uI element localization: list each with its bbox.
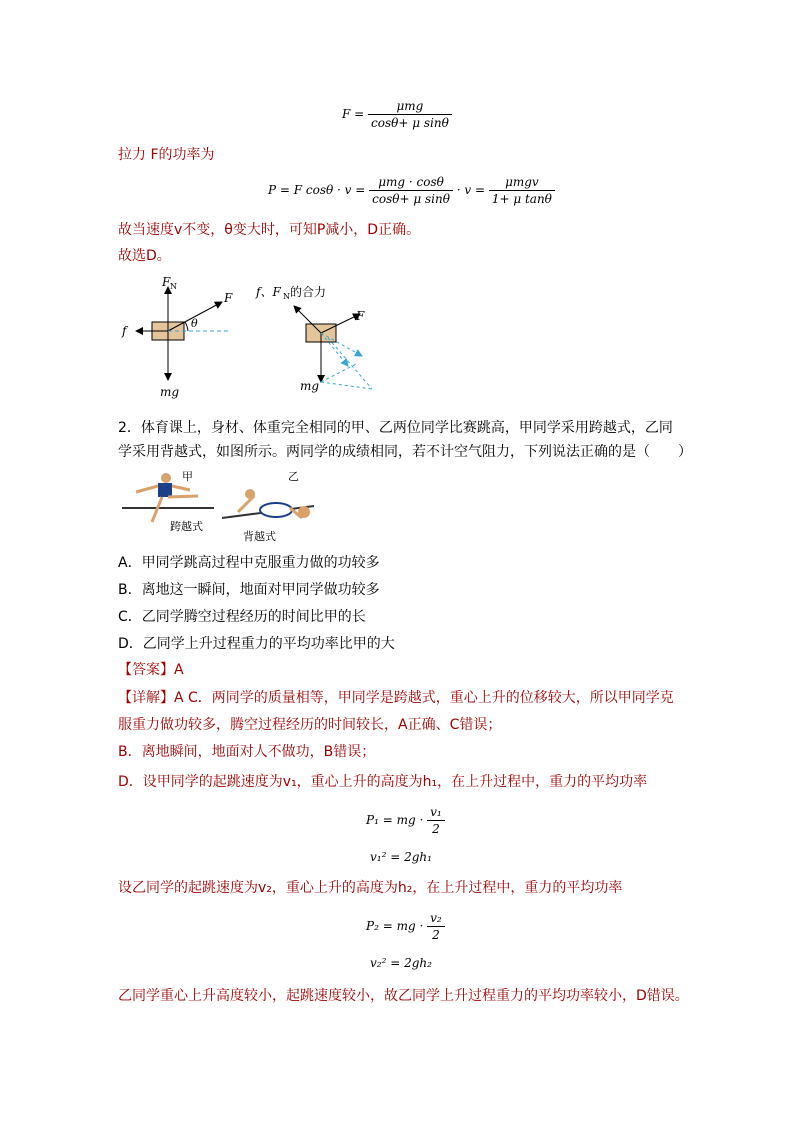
denominator: 1+ μ tanθ (491, 192, 552, 206)
fraction (369, 174, 453, 207)
numerator: v₁ (427, 804, 445, 821)
denominator: cosθ+ μ sinθ (372, 192, 450, 206)
caption-b: 背越式 (243, 530, 276, 543)
eq-lhs: F = (342, 107, 365, 121)
eq-lhs: P = F cosθ · v = (268, 183, 366, 197)
denominator: cosθ+ μ sinθ (371, 116, 449, 130)
f-label: F (356, 309, 365, 323)
caption-a: 跨越式 (170, 520, 203, 533)
mg-label: mg (300, 379, 320, 393)
question-line-2: 学采用背越式，如图所示。两同学的成绩相同，若不计空气阻力，下列说法正确的是（ ） (118, 444, 692, 460)
fn-label: F (162, 275, 171, 289)
question-line-1: 2．体育课上，身材、体重完全相同的甲、乙两位同学比赛跳高，甲同学采用跨越式，乙同 (118, 420, 673, 436)
choose-text: 故选D。 (118, 248, 171, 264)
numerator: v₂ (427, 910, 445, 927)
force-diagram-2 (252, 278, 392, 398)
equation-v1: v₁² = 2gh₁ (370, 850, 432, 864)
force-diagram-1 (118, 272, 248, 402)
equation-P (268, 174, 555, 207)
numerator: μmg · cosθ (369, 174, 453, 191)
conclusion-text: 故当速度v不变，θ变大时，可知P减小，D正确。 (118, 222, 421, 238)
fraction (427, 804, 445, 837)
option-d: D．乙同学上升过程重力的平均功率比甲的大 (118, 636, 395, 652)
fn-sub: N (170, 282, 177, 291)
equation-F (342, 98, 452, 131)
label-b: 乙 (288, 470, 299, 483)
detail-line-2: 服重力做功较多，腾空过程经历的时间较长，A正确、C错误； (118, 717, 502, 733)
detail-line-5: 设乙同学的起跳速度为v₂，重心上升的高度为h₂，在上升过程中，重力的平均功率 (118, 880, 623, 896)
denominator: 2 (432, 822, 440, 836)
resultant-title-sub: N (283, 292, 290, 301)
high-jump-figure (118, 466, 318, 550)
power-intro-text: 拉力 F的功率为 (118, 147, 215, 163)
option-c: C．乙同学腾空过程经历的时间比甲的长 (118, 609, 366, 625)
detail-line-1: 【详解】A C．两同学的质量相等，甲同学是跨越式，重心上升的位移较大，所以甲同学克 (118, 690, 674, 706)
option-a: A．甲同学跳高过程中克服重力做的功较多 (118, 555, 380, 571)
detail-line-6: 乙同学重心上升高度较小，起跳速度较小，故乙同学上升过程重力的平均功率较小，D错误。 (118, 988, 689, 1004)
equation-P1 (366, 804, 445, 837)
f-right-label: F (224, 291, 233, 305)
f-left-label: f (122, 324, 127, 338)
eq-lhs: P₁ = mg · (366, 813, 424, 827)
theta-label: θ (191, 317, 198, 330)
resultant-title: f、F (256, 285, 281, 299)
fraction (427, 910, 445, 943)
equation-P2 (366, 910, 445, 943)
denominator: 2 (432, 928, 440, 942)
resultant-title-tail: 的合力 (290, 285, 327, 299)
numerator: μmg (368, 98, 452, 115)
mg-label: mg (160, 385, 180, 399)
answer-text: 【答案】A (118, 662, 184, 678)
eq-lhs: P₂ = mg · (366, 919, 424, 933)
label-a: 甲 (182, 470, 193, 483)
numerator: μmgv (489, 174, 555, 191)
detail-line-4: D．设甲同学的起跳速度为v₁，重心上升的高度为h₁，在上升过程中，重力的平均功率 (118, 774, 648, 790)
fraction (489, 174, 555, 207)
option-b: B．离地这一瞬间，地面对甲同学做功较多 (118, 582, 380, 598)
fraction (368, 98, 452, 131)
detail-line-3: B．离地瞬间，地面对人不做功，B错误； (118, 744, 376, 760)
equation-v2: v₂² = 2gh₂ (370, 956, 432, 970)
eq-mid: · v = (456, 183, 486, 197)
